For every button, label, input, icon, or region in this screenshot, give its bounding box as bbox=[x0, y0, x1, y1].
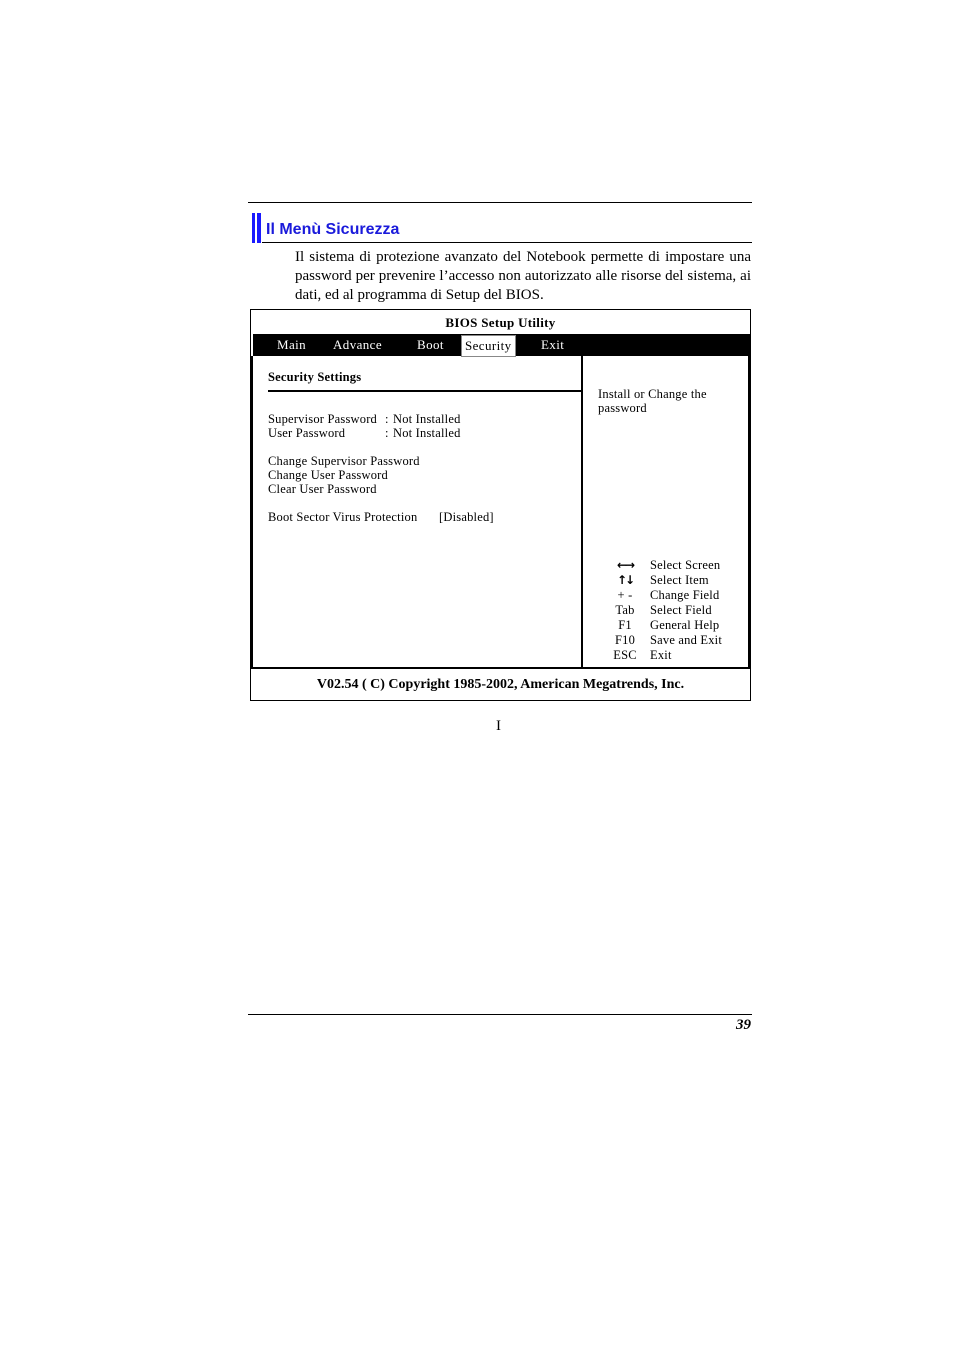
menu-security[interactable]: Security bbox=[461, 335, 516, 357]
change-user-password-option[interactable]: Change User Password bbox=[268, 468, 388, 482]
tab-key: Tab bbox=[615, 603, 635, 617]
menu-exit[interactable]: Exit bbox=[541, 337, 565, 352]
key-desc: Save and Exit bbox=[650, 633, 723, 647]
menu-advance[interactable]: Advance bbox=[333, 337, 382, 352]
key-desc: Select Item bbox=[650, 573, 709, 587]
key-desc: General Help bbox=[650, 618, 720, 632]
user-password-label: User Password bbox=[268, 426, 346, 440]
top-rule bbox=[248, 202, 752, 203]
intro-paragraph: Il sistema di protezione avanzato del Notebook permette di impostare una password per prevenire l’accesso non autorizzato alle risorse del sistema, ai dati, ed al programma di Setup del BIOS. bbox=[295, 249, 751, 303]
esc-key: ESC bbox=[613, 648, 637, 662]
user-password-status: Not Installed bbox=[393, 426, 461, 440]
heading-bar-icon bbox=[252, 213, 262, 243]
bios-screen bbox=[250, 309, 751, 701]
bottom-rule bbox=[248, 1014, 752, 1015]
supervisor-password-colon: : bbox=[385, 412, 389, 426]
help-text: Install or Change the password bbox=[598, 387, 707, 415]
bios-menubar bbox=[253, 334, 750, 356]
menu-main[interactable]: Main bbox=[277, 337, 307, 352]
key-desc: Select Field bbox=[650, 603, 712, 617]
change-supervisor-password-option[interactable]: Change Supervisor Password bbox=[268, 454, 420, 468]
page-number: 39 bbox=[736, 1017, 751, 1033]
supervisor-password-status: Not Installed bbox=[393, 412, 461, 426]
panel-title-underline bbox=[268, 390, 581, 392]
section-title: Il Menù Sicurezza bbox=[266, 221, 400, 238]
menu-boot[interactable]: Boot bbox=[417, 337, 444, 352]
boot-sector-virus-protection-label[interactable]: Boot Sector Virus Protection bbox=[268, 510, 418, 524]
bios-panel-divider bbox=[581, 356, 583, 668]
bios-copyright: V02.54 ( C) Copyright 1985-2002, American Megatrends, Inc. bbox=[316, 677, 685, 692]
bios-title: BIOS Setup Utility bbox=[445, 315, 556, 330]
plus-minus-key: + - bbox=[617, 588, 633, 602]
section-rule bbox=[262, 242, 752, 243]
key-desc: Change Field bbox=[650, 588, 720, 602]
bios-left-border bbox=[251, 356, 253, 668]
f10-key: F10 bbox=[614, 633, 636, 647]
panel-title: Security Settings bbox=[268, 370, 362, 384]
left-right-arrows-icon: ←→ bbox=[616, 558, 634, 572]
clear-user-password-option[interactable]: Clear User Password bbox=[268, 482, 377, 496]
figure-caption: I bbox=[496, 718, 501, 734]
up-down-arrows-icon: ↑↓ bbox=[616, 573, 634, 587]
supervisor-password-label: Supervisor Password bbox=[268, 412, 378, 426]
key-desc: Exit bbox=[650, 648, 672, 662]
f1-key: F1 bbox=[618, 618, 632, 632]
bios-right-border bbox=[748, 356, 750, 668]
user-password-colon: : bbox=[385, 426, 389, 440]
boot-sector-virus-protection-value[interactable]: [Disabled] bbox=[439, 510, 494, 524]
key-desc: Select Screen bbox=[650, 558, 721, 572]
